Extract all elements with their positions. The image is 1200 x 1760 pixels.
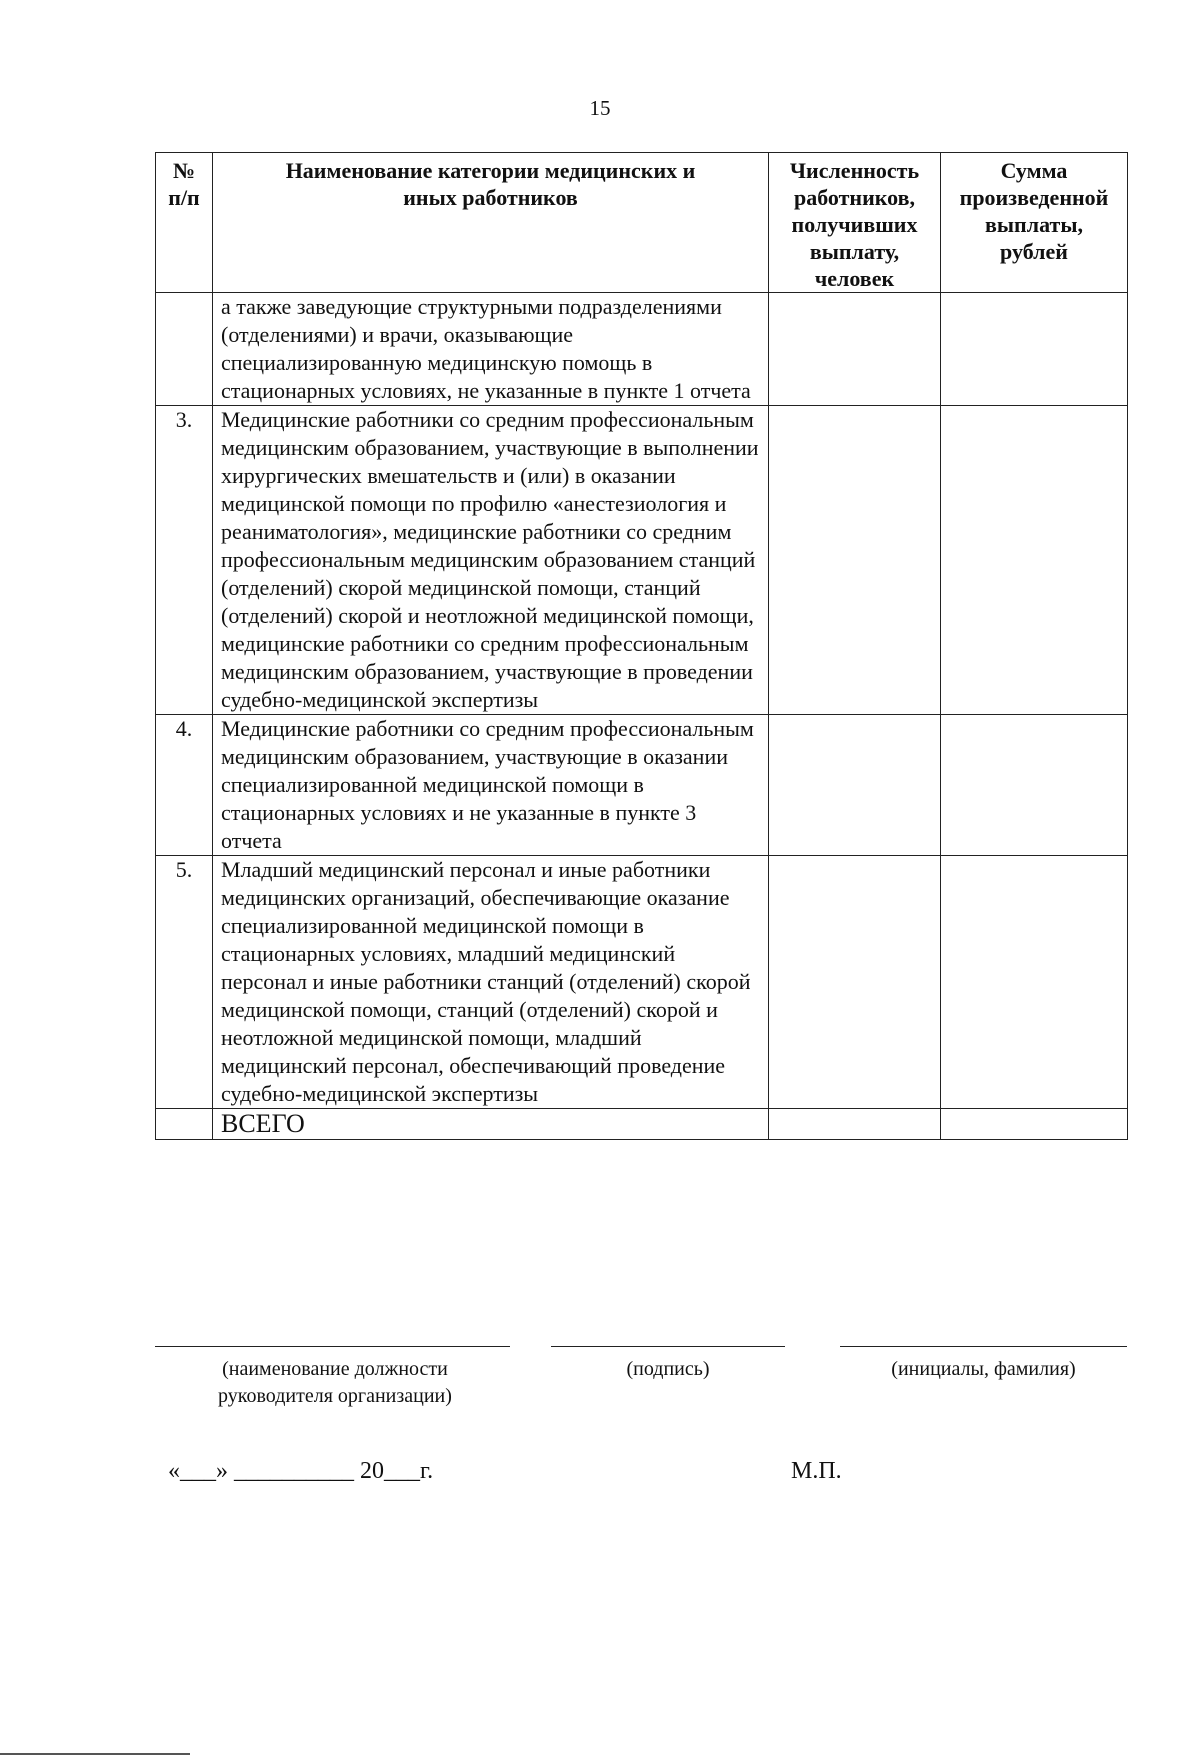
header-employee-count: Численность работников, получивших выплату, человек <box>769 153 941 293</box>
signature-caption: (подпись) <box>626 1358 710 1380</box>
row-category-name: Медицинские работники со средним профессиональным медицинским образованием, участвующие в выполнении хирургических вмешательств и (или) в оказании медицинской помощи по профилю «анестезиология и реаниматология», медицинские работники со средним профессиональным медицинским образованием станций (отделений) скорой медицинской помощи, станций (отделений) скорой и неотложной медицинской помощи, медицинские работники со средним профессиональным медицинским образованием, участвующие в проведении судебно-медицинской экспертизы <box>213 406 769 715</box>
total-employee-count <box>769 1109 941 1140</box>
row-category-name: Медицинские работники со средним профессиональным медицинским образованием, участвующие в оказании специализированной медицинской помощи в стационарных условиях и не указанные в пункте 3 отчета <box>213 715 769 856</box>
row-category-name: а также заведующие структурными подразделениями (отделениями) и врачи, оказывающие специализированную медицинскую помощь в стационарных условиях, не указанные в пункте 1 отчета <box>213 293 769 406</box>
total-payment-sum <box>941 1109 1128 1140</box>
row-payment-sum <box>941 856 1128 1109</box>
scan-edge-line <box>0 1753 190 1755</box>
table-row <box>156 856 1128 1109</box>
row-payment-sum <box>941 293 1128 406</box>
page-number: 15 <box>589 96 611 120</box>
header-number: № п/п <box>156 153 213 293</box>
report-table <box>155 152 1128 1140</box>
row-employee-count <box>769 715 941 856</box>
table-row <box>156 406 1128 715</box>
row-payment-sum <box>941 715 1128 856</box>
table-total-row <box>156 1109 1128 1140</box>
total-number <box>156 1109 213 1140</box>
name-caption: (инициалы, фамилия) <box>891 1358 1076 1380</box>
row-number: 3. <box>156 406 213 715</box>
header-category-name: Наименование категории медицинских и иных работников <box>213 153 769 293</box>
table-header-row <box>156 153 1128 293</box>
row-number <box>156 293 213 406</box>
table-row <box>156 715 1128 856</box>
position-signature-line <box>155 1346 510 1347</box>
signature-block <box>0 1346 1200 1466</box>
stamp-place: М.П. <box>791 1458 842 1484</box>
header-payment-sum: Сумма произведенной выплаты, рублей <box>941 153 1128 293</box>
row-number: 5. <box>156 856 213 1109</box>
row-number: 4. <box>156 715 213 856</box>
position-caption: (наименование должности руководителя организации) <box>218 1358 452 1407</box>
row-payment-sum <box>941 406 1128 715</box>
signature-line <box>551 1346 785 1347</box>
name-signature-line <box>840 1346 1127 1347</box>
row-employee-count <box>769 406 941 715</box>
date-line: «___» __________ 20___г. <box>168 1458 434 1484</box>
table-row <box>156 293 1128 406</box>
row-employee-count <box>769 293 941 406</box>
row-category-name: Младший медицинский персонал и иные работники медицинских организаций, обеспечивающие оказание специализированной медицинской помощи в стационарных условиях, младший медицинский персонал и иные работники станций (отделений) скорой медицинской помощи, станций (отделений) скорой и неотложной медицинской помощи, младший медицинский персонал, обеспечивающий проведение судебно-медицинской экспертизы <box>213 856 769 1109</box>
row-employee-count <box>769 856 941 1109</box>
total-label: ВСЕГО <box>213 1109 769 1140</box>
